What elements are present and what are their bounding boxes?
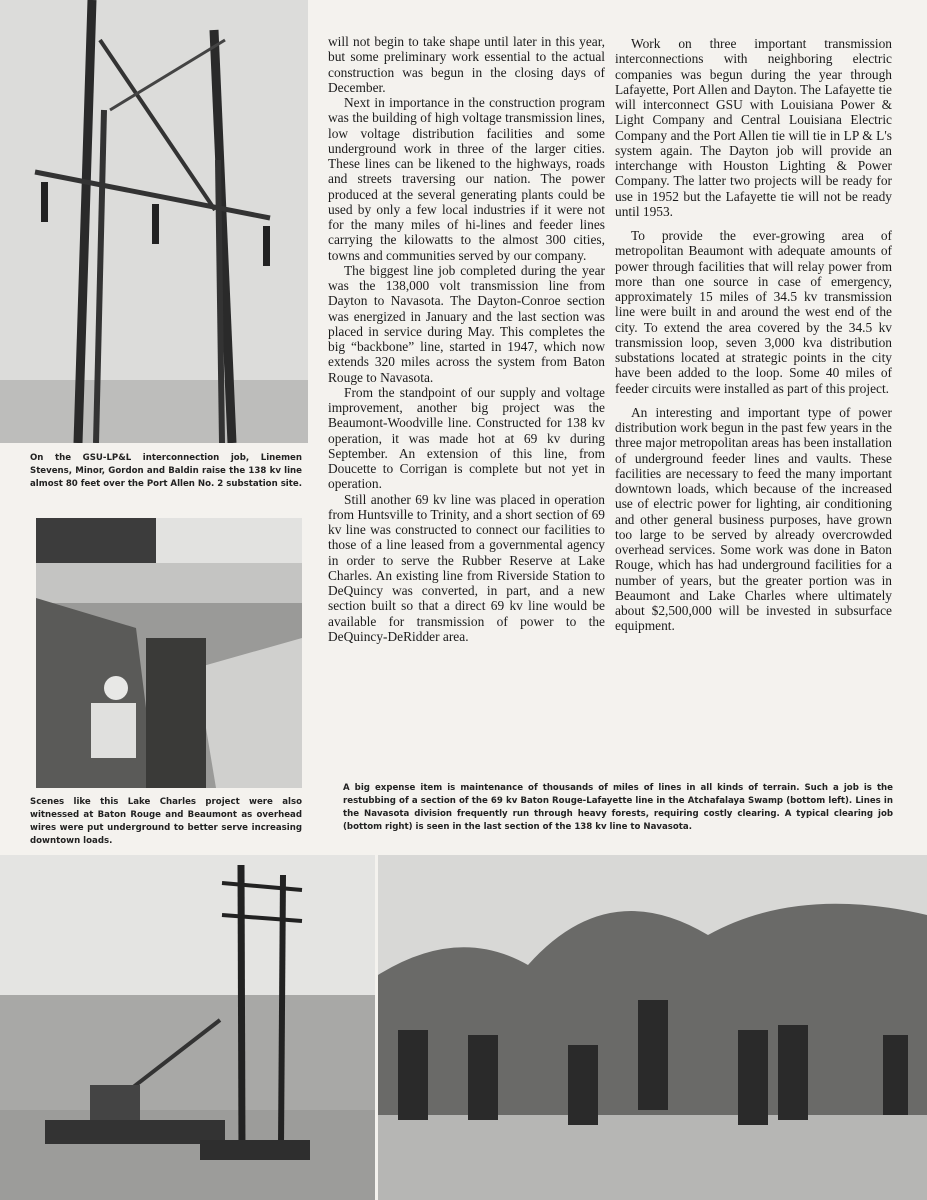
- article-column-right: [615, 36, 892, 634]
- paragraph: An interesting and important type of power distribution work begun in the past few years in the three major metropolitan areas has been installation of underground feeder lines and vaults. These facilities are necessary to feed the many important downtown loads, which because of the increased use of electric power for lighting, air conditioning and other general business purposes, have grown too large to be served by already overcrowded overhead services. Some work was done in Baton Rouge, which has had underground facilities for a number of years, but the greater portion was in Beaumont and Lake Charles where ultimately about $2,500,000 will be invested in subsurface equipment.: [615, 404, 892, 634]
- paragraph: Work on three important transmission interconnections with neighboring electric companies was begun during the year through Lafayette, Port Allen and Dayton. The Lafayette tie will interconnect GSU with Louisiana Power & Light Company and Central Louisiana Electric Company and the Port Allen tie will tie in LP & L's system again. The Dayton job will provide an interchange with Houston Lighting & Power Company. The latter two projects will be ready for use in 1952 but the Lafayette tie will not be ready until 1953.: [615, 36, 892, 219]
- paragraph: The biggest line job completed during the year was the 138,000 volt transmission line from Dayton to Navasota. The Dayton-Conroe section was energized in January and the last section was placed in service during May. This completes the big “backbone” line, started in 1947, which now extends 320 miles across the system from Baton Rouge to Navasota.: [328, 262, 605, 385]
- underground-work-photo: [36, 518, 302, 788]
- paragraph: To provide the ever-growing area of metropolitan Beaumont with adequate amounts of power through facilities that will relay power from more than one source in case of emergency, approximately 15 miles of 34.5 kv transmission line were built in and around the west end of the city. To extend the area covered by the 34.5 kv transmission loop, seven 3,000 kva distribution substations located at strategic points in the city have been added to the loop. Some 40 miles of feeder circuits were installed as part of this project.: [615, 228, 892, 396]
- caption-linemen: On the GSU-LP&L interconnection job, Linemen Stevens, Minor, Gordon and Baldin raise the 138 kv line almost 80 feet over the Port Allen No. 2 substation site.: [30, 453, 302, 489]
- paragraph: Next in importance in the construction program was the building of high voltage transmission lines, low voltage distribution facilities and some underground work in three of the larger cities. These lines can be likened to the highways, roads and streets traversing our nation. The power produced at the several generating plants could be used by only a few local industries if it were not for the many miles of hi-lines and feeder lines carrying the kilowatts to the almost 300 cities, towns and communities served by our company.: [328, 95, 605, 263]
- article-column-middle: [328, 34, 605, 644]
- caption-underground: Scenes like this Lake Charles project were also witnessed at Baton Rouge and Beaumont as overhead wires were put underground to better serve increasing downtown loads.: [30, 797, 302, 846]
- linemen-pole-photo: [0, 0, 308, 443]
- caption-maintenance: A big expense item is maintenance of thousands of miles of lines in all kinds of terrain. Such a job is the restubbing of a section of the 69 kv Baton Rouge-Lafayette line in the Atchafalaya Swamp (bottom left). Lines in the Navasota division frequently run through heavy forests, requiring costly clearing. A typical clearing job (bottom right) is seen in the last section of the 138 kv line to Navasota.: [343, 783, 893, 832]
- paragraph: From the standpoint of our supply and voltage improvement, another big project was the Beaumont-Woodville line. Constructed for 138 kv operation, it was made hot at 69 kv during September. An extension of this line, from Doucette to Corrigan is complete but not yet in operation.: [328, 384, 605, 492]
- swamp-restubbing-photo: [0, 855, 375, 1200]
- forest-clearing-photo: [378, 855, 927, 1200]
- paragraph: Still another 69 kv line was placed in operation from Huntsville to Trinity, and a short section of 69 kv line was constructed to connect our facilities to those of a line leased from a governmental agency in order to serve the Rubber Reserve at Lake Charles. An existing line from Riverside Station to DeQuincy was converted, in part, and a new section built so that a direct 69 kv line would be available for transmission of power to the DeQuincy-DeRidder area.: [328, 491, 605, 644]
- paragraph: will not begin to take shape until later in this year, but some preliminary work essential to the actual construction was begun in the closing days of December.: [328, 34, 605, 95]
